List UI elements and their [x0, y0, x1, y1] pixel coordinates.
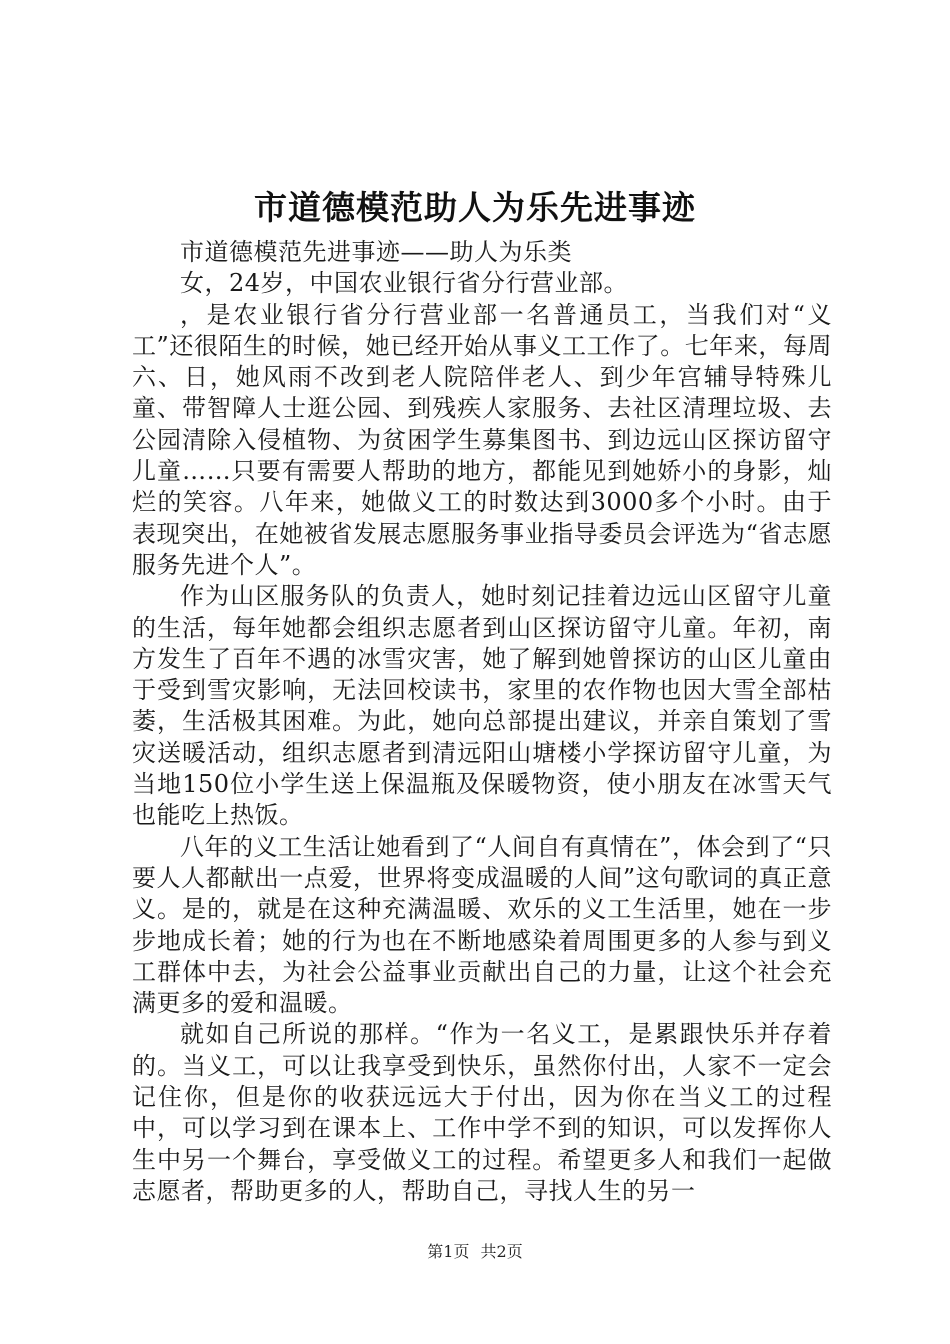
paragraph: ，是农业银行省分行营业部一名普通员工，当我们对“义工”还很陌生的时候，她已经开始从事义工工作了。七年来，每周六、日，她风雨不改到老人院陪伴老人、到少年宫辅导特殊儿童、带智障人士逛公园、到残疾人家服务、去社区清理垃圾、去公园清除入侵植物、为贫困学生募集图书、到边远山区探访留守儿童……只要有需要人帮助的地方，都能见到她娇小的身影，灿烂的笑容。八年来，她做义工的时数达到3000多个小时。由于表现突出，在她被省发展志愿服务事业指导委员会评选为“省志愿服务先进个人”。	[132, 300, 832, 579]
paragraph: 市道德模范先进事迹——助人为乐类	[180, 238, 572, 266]
document-body	[132, 237, 832, 1207]
paragraph: 作为山区服务队的负责人，她时刻记挂着边远山区留守儿童的生活，每年她都会组织志愿者到山区探访留守儿童。年初，南方发生了百年不遇的冰雪灾害，她了解到她曾探访的山区儿童由于受到雪灾影响，无法回校读书，家里的农作物也因大雪全部枯萎，生活极其困难。为此，她向总部提出建议，并亲自策划了雪灾送暖活动，组织志愿者到清远阳山塘楼小学探访留守儿童，为当地150位小学生送上保温瓶及保暖物资，使小朋友在冰雪天气也能吃上热饭。	[132, 582, 832, 830]
page-total: 共2页	[480, 1242, 523, 1261]
page-footer	[0, 1240, 950, 1264]
document-title: 市道德模范助人为乐先进事迹	[254, 188, 696, 227]
paragraph: 八年的义工生活让她看到了“人间自有真情在”，体会到了“只要人人都献出一点爱，世界将变成温暖的人间”这句歌词的真正意义。是的，就是在这种充满温暖、欢乐的义工生活里，她在一步步地成长着；她的行为也在不断地感染着周围更多的人参与到义工群体中去，为社会公益事业贡献出自己的力量，让这个社会充满更多的爱和温暖。	[132, 832, 832, 1018]
paragraph: 女，24岁，中国农业银行省分行营业部。	[180, 269, 629, 298]
paragraph: 就如自己所说的那样。“作为一名义工，是累跟快乐并存着的。当义工，可以让我享受到快乐，虽然你付出，人家不一定会记住你，但是你的收获远远大于付出，因为你在当义工的过程中，可以学习到在课本上、工作中学不到的知识，可以发挥你人生中另一个舞台，享受做义工的过程。希望更多人和我们一起做志愿者，帮助更多的人，帮助自己，寻找人生的另一	[132, 1020, 832, 1205]
page-number: 第1页	[427, 1242, 470, 1261]
